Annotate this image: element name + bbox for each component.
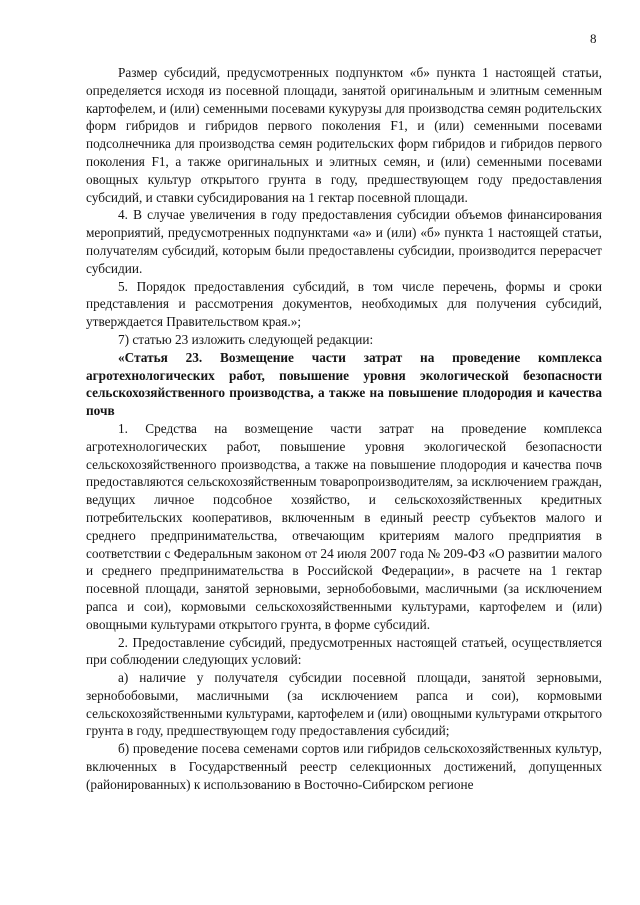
- paragraph-item-5: 5. Порядок предоставления субсидий, в том числе перечень, формы и сроки представления и рассмотрения документов, необходимых для получения субсидий, утверждается Правительством края.»;: [86, 278, 602, 330]
- document-body: [86, 64, 602, 794]
- article-23-subitem-b: б) проведение посева семенами сортов или гибридов сельскохозяйственных культур, включенных в Государственный реестр селекционных достижений, допущенных (районированных) к использованию в Восточно-Сибирском регионе: [86, 741, 602, 792]
- article-23-item-2: 2. Предоставление субсидий, предусмотренных настоящей статьей, осуществляется при соблюдении следующих условий:: [86, 634, 602, 668]
- paragraph-item-4: 4. В случае увеличения в году предоставления субсидии объемов финансирования мероприятий, предусмотренных подпунктами «а» и (или) «б» пункта 1 настоящей статьи, получателям субсидий, которым были предоставлены субсидии, производится перерасчет субсидии.: [86, 207, 602, 276]
- article-23-subitem-a: а) наличие у получателя субсидии посевной площади, занятой зерновыми, зернобобовыми, масличными (за исключением рапса и сои), кормовыми сельскохозяйственными культурами, картофелем и (или) овощными культурами открытого грунта в году, предшествующем году предоставления субсидий;: [86, 670, 602, 739]
- article-23-heading: «Статья 23. Возмещение части затрат на проведение комплекса агротехнологических работ, повышение уровня экологической безопасности сельскохозяйственного производства, а также на повышение плодородия и качества почв: [86, 349, 602, 419]
- page-number: 8: [590, 31, 597, 46]
- paragraph-subsidy-size: Размер субсидий, предусмотренных подпунктом «б» пункта 1 настоящей статьи, определяется исходя из посевной площади, занятой оригинальным и элитным семенным картофелем, и (или) семенными посевами кукурузы для производства семян родительских форм гибридов и гибридов первого поколения F1, и (или) семенными посевами подсолнечника для производства семян родительских форм гибридов и гибридов первого поколения F1, а также оригинальных и элитных семян, и (или) семенными посевами овощных культур открытого грунта в году, предшествующем году предоставления субсидий, и ставки субсидирования на 1 гектар посевной площади.: [86, 65, 602, 205]
- article-23-item-1: 1. Средства на возмещение части затрат на проведение комплекса агротехнологических работ, повышение уровня экологической безопасности сельскохозяйственного производства, а также на повышение плодородия и качества почв предоставляются сельскохозяйственным товаропроизводителям, за исключением граждан, ведущих личное подсобное хозяйство, и сельскохозяйственных кредитных потребительских кооперативов, включенным в единый реестр субъектов малого и среднего предпринимательства, отвечающим критериям малого предприятия в соответствии с Федеральным законом от 24 июля 2007 года № 209-ФЗ «О развитии малого и среднего предпринимательства в Российской Федерации», в расчете на 1 гектар посевной площади, занятой зерновыми, зернобобовыми, масличными (за исключением рапса и сои), кормовыми сельскохозяйственными культурами, картофелем и (или) овощными культурами открытого грунта, в форме субсидий.: [86, 420, 602, 632]
- paragraph-amendment-7: 7) статью 23 изложить следующей редакции:: [118, 331, 374, 347]
